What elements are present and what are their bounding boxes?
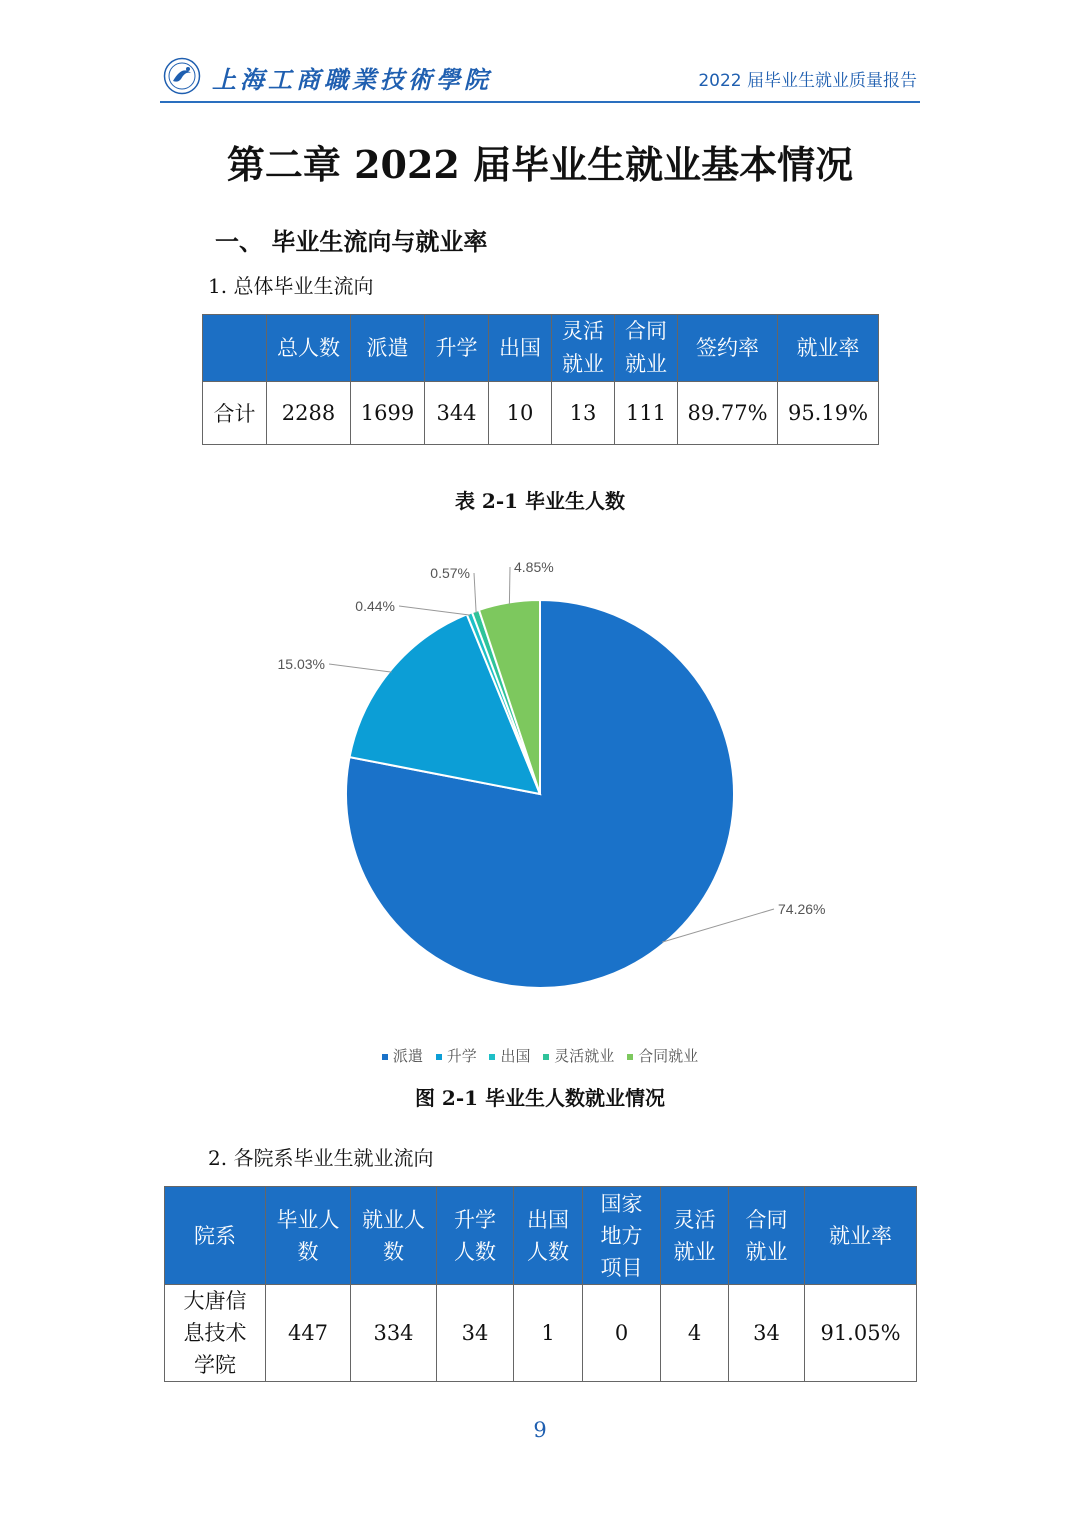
chapter-title: 第二章 2022 届毕业生就业基本情况 <box>226 142 854 187</box>
table-cell: 344 <box>425 382 489 445</box>
table-header-cell <box>514 1187 583 1285</box>
table-cell: 89.77% <box>678 382 778 445</box>
department-flow-table <box>164 1186 917 1382</box>
table-header-cell: 签约率 <box>678 315 778 382</box>
legend-label: 派遣 <box>392 1047 423 1065</box>
table-cell: 34 <box>437 1285 514 1382</box>
table-cell: 111 <box>615 382 678 445</box>
table-header-cell: 就业率 <box>778 315 879 382</box>
table-header-cell <box>165 1187 266 1285</box>
header-text: 升学人数 <box>454 1207 496 1264</box>
header-text: 灵活就业 <box>673 1207 716 1264</box>
table-header-cell <box>729 1187 805 1285</box>
pie-data-label: 4.85% <box>514 559 554 575</box>
table-cell: 447 <box>266 1285 351 1382</box>
table-cell: 合计 <box>203 382 267 445</box>
overall-flow-table <box>202 314 879 445</box>
header-divider <box>160 101 920 103</box>
pie-data-label: 15.03% <box>277 656 325 672</box>
table-header-cell <box>203 315 267 382</box>
employment-pie-chart <box>0 530 1080 1030</box>
subsection-title-departments: 2. 各院系毕业生就业流向 <box>208 1146 434 1170</box>
table-row <box>203 382 879 445</box>
table-row <box>165 1285 917 1382</box>
table-header-cell: 灵活就业 <box>552 315 615 382</box>
figure-caption: 图 2-1 毕业生人数就业情况 <box>414 1086 666 1110</box>
table-cell: 95.19% <box>778 382 879 445</box>
pie-leader-line <box>474 573 476 613</box>
legend-swatch <box>489 1054 495 1060</box>
legend-item <box>627 1045 698 1066</box>
header-text: 国家地方项目 <box>600 1191 643 1280</box>
legend-label: 灵活就业 <box>554 1047 615 1065</box>
legend-label: 出国 <box>500 1047 531 1065</box>
table-header-cell: 派遣 <box>351 315 425 382</box>
header-text: 出国人数 <box>527 1207 569 1264</box>
legend-swatch <box>627 1054 633 1060</box>
table-header-cell: 升学 <box>425 315 489 382</box>
legend-swatch <box>382 1054 388 1060</box>
table-header-cell <box>351 1187 437 1285</box>
header-text: 就业率 <box>829 1223 892 1248</box>
table-cell: 34 <box>729 1285 805 1382</box>
pie-leader-line <box>329 664 392 672</box>
report-title: 2022 届毕业生就业质量报告 <box>698 71 917 91</box>
table-header-row <box>165 1187 917 1285</box>
table-header-cell <box>661 1187 729 1285</box>
header-text: 院系 <box>194 1223 236 1248</box>
header-text: 毕业人数 <box>276 1207 340 1264</box>
pie-leader-line <box>399 606 470 615</box>
pie-leader-line <box>509 567 510 604</box>
cell-text: 大唐信息技术学院 <box>183 1289 247 1377</box>
table-header-row <box>203 315 879 382</box>
legend-label: 升学 <box>446 1047 477 1065</box>
table-cell: 91.05% <box>805 1285 917 1382</box>
header-text: 就业人数 <box>362 1207 425 1264</box>
table-cell: 4 <box>661 1285 729 1382</box>
table-cell: 2288 <box>267 382 351 445</box>
table-header-cell: 合同就业 <box>615 315 678 382</box>
table-cell: 334 <box>351 1285 437 1382</box>
table-header-cell <box>583 1187 661 1285</box>
pie-data-label: 74.26% <box>778 901 826 917</box>
table-header-cell <box>437 1187 514 1285</box>
table-header-cell: 出国 <box>489 315 552 382</box>
chart-legend <box>0 1045 1080 1066</box>
section-title: 一、 毕业生流向与就业率 <box>215 227 488 256</box>
table-caption: 表 2-1 毕业生人数 <box>454 489 626 513</box>
table-cell <box>165 1285 266 1382</box>
legend-item <box>436 1045 477 1066</box>
table-cell: 0 <box>583 1285 661 1382</box>
table-cell: 1 <box>514 1285 583 1382</box>
legend-swatch <box>543 1054 549 1060</box>
pie-data-label: 0.57% <box>430 565 470 581</box>
legend-item <box>382 1045 423 1066</box>
school-logo-icon <box>163 57 201 95</box>
table-cell: 1699 <box>351 382 425 445</box>
table-header-cell: 总人数 <box>267 315 351 382</box>
table-cell: 10 <box>489 382 552 445</box>
table-header-cell <box>805 1187 917 1285</box>
page-number: 9 <box>533 1418 547 1442</box>
legend-item <box>489 1045 530 1066</box>
pie-data-label: 0.44% <box>355 598 395 614</box>
table-header-cell <box>266 1187 351 1285</box>
table-cell: 13 <box>552 382 615 445</box>
school-name: 上海工商職業技術學院 <box>212 65 492 94</box>
subsection-title-overall: 1. 总体毕业生流向 <box>208 274 374 298</box>
legend-swatch <box>436 1054 442 1060</box>
header-text: 合同就业 <box>745 1207 788 1264</box>
legend-label: 合同就业 <box>638 1047 699 1065</box>
legend-item <box>543 1045 614 1066</box>
